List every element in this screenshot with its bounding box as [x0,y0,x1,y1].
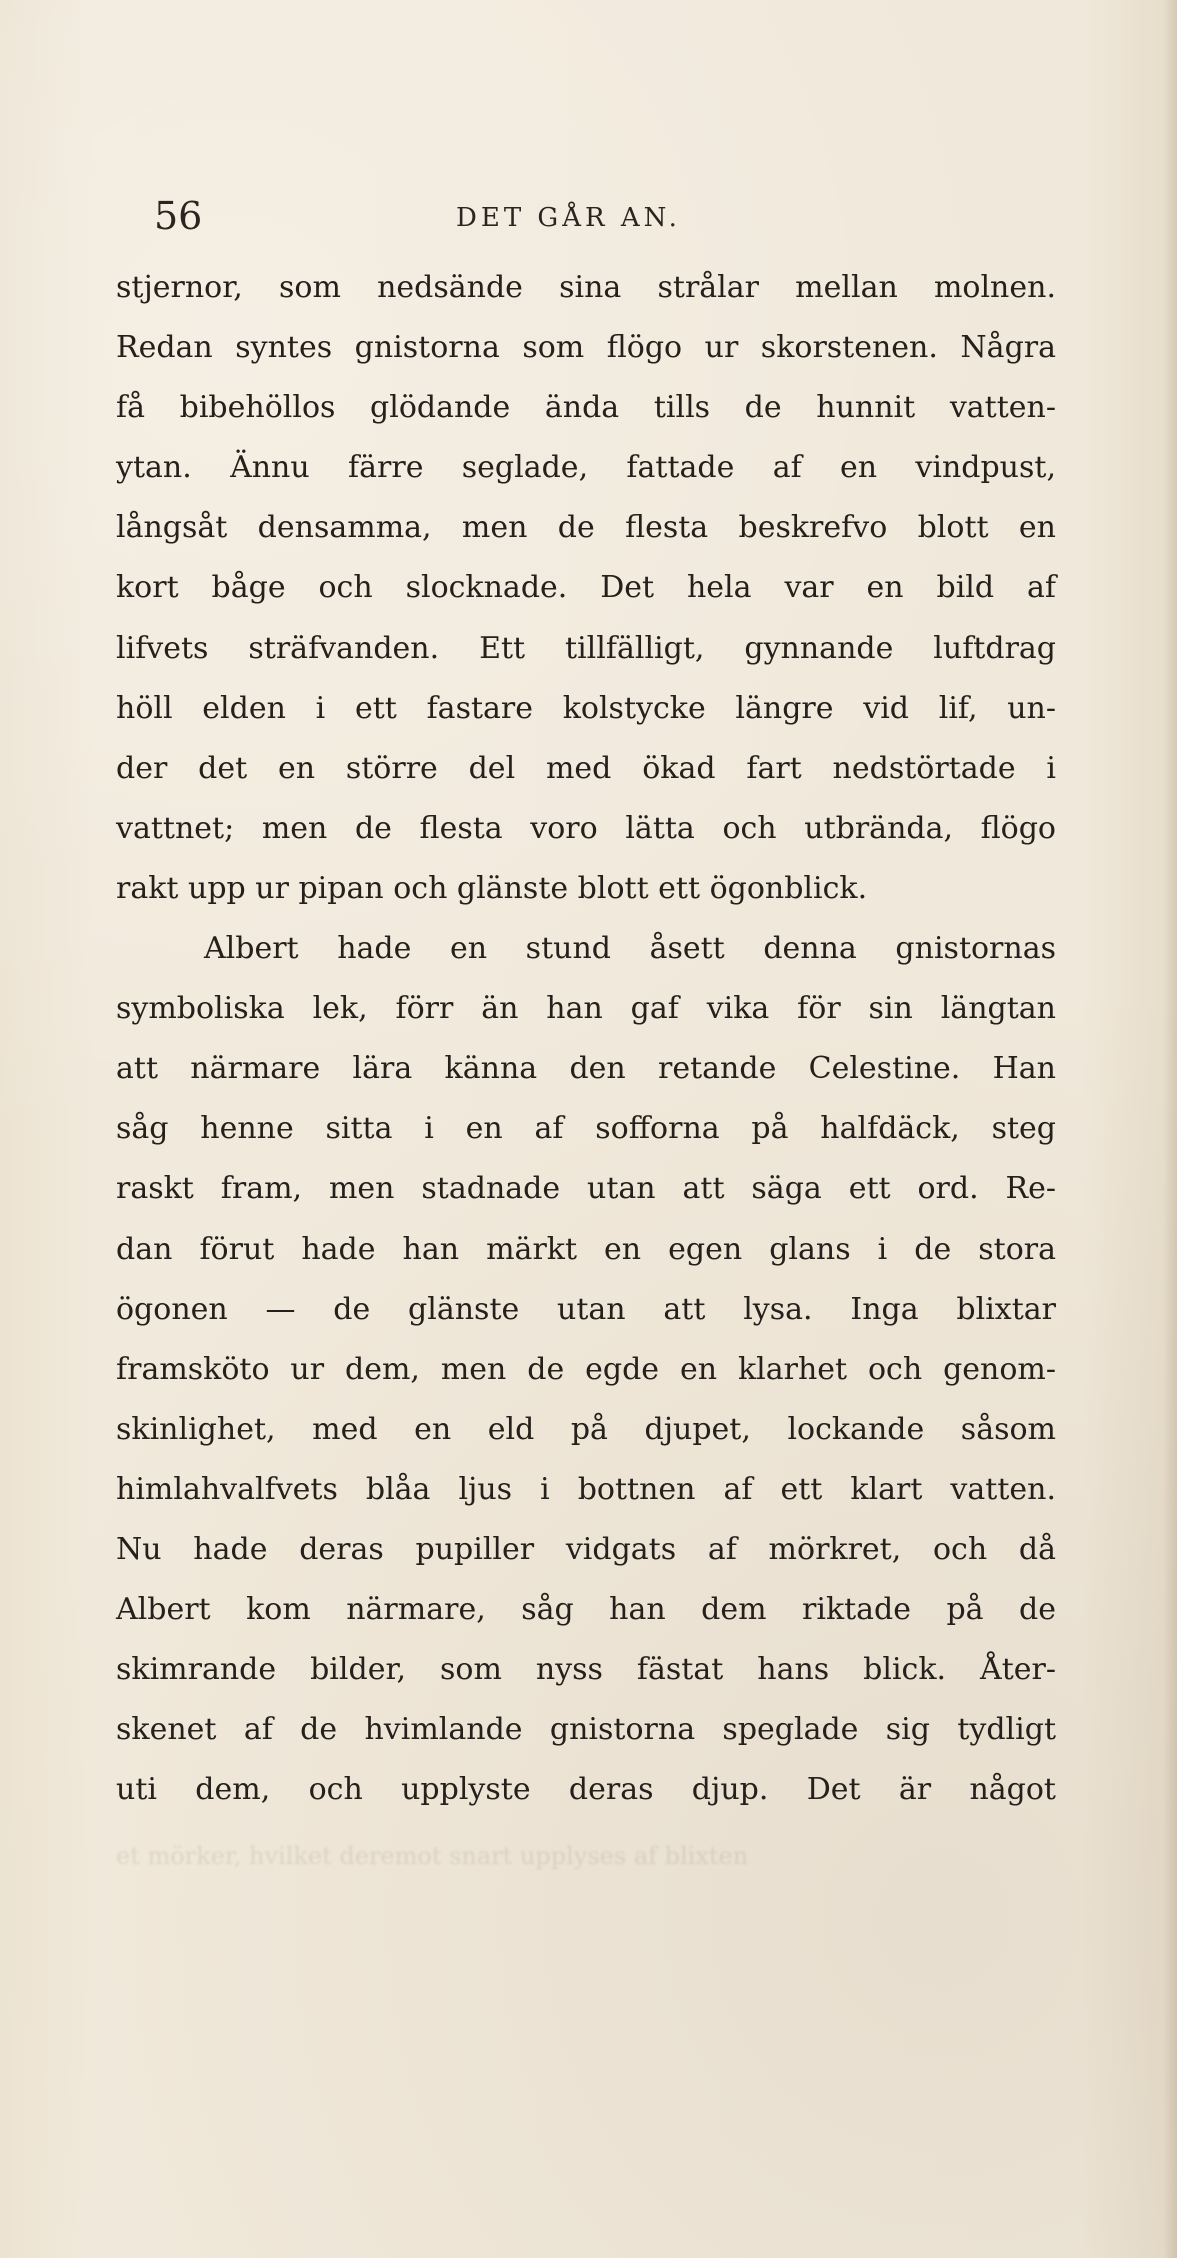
text-line: uti dem, och upplyste deras djup. Det är något [116,1772,1056,1808]
text-line: skimrande bilder, som nyss fästat hans blick. Åter- [116,1652,1056,1688]
text-line: få bibehöllos glödande ända tills de hunnit vatten- [116,390,1056,426]
text-line: Nu hade deras pupiller vidgats af mörkret, och då [116,1531,1056,1567]
text-line: ytan. Ännu färre seglade, fattade af en vindpust, [116,450,1056,486]
text-line: såg henne sitta i en af sofforna på halfdäck, steg [116,1111,1056,1147]
text-line: skenet af de hvimlande gnistorna speglade sig tydligt [116,1712,1056,1748]
text-line: Redan syntes gnistorna som flögo ur skorstenen. Några [116,330,1056,366]
page-number: 56 [154,194,203,238]
bleed-through-text: et mörker, hvilket deremot snart upplyses af blixten [116,1842,749,1870]
text-line: dan förut hade han märkt en egen glans i de stora [116,1231,1056,1267]
text-line: vattnet; men de flesta voro lätta och utbrända, flögo [116,810,1056,846]
text-line: skinlighet, med en eld på djupet, lockande såsom [116,1411,1056,1447]
text-line: att närmare lära känna den retande Celestine. Han [116,1051,1056,1087]
text-line: raskt fram, men stadnade utan att säga ett ord. Re- [116,1171,1056,1207]
text-line: symboliska lek, förr än han gaf vika för sin längtan [116,991,1056,1027]
text-line: framsköto ur dem, men de egde en klarhet och genom- [116,1351,1056,1387]
text-line: himlahvalfvets blåa ljus i bottnen af ett klart vatten. [116,1471,1056,1507]
body-text [116,258,1056,1820]
text-line: stjernor, som nedsände sina strålar mellan molnen. [116,270,1056,305]
paragraph-start-line: Albert hade en stund åsett denna gnistornas [204,931,1056,967]
running-head: DET GÅR AN. [456,203,681,233]
paragraph-end-line: rakt upp ur pipan och glänste blott ett ögonblick. [116,870,868,906]
text-line: långsåt densamma, men de flesta beskrefvo blott en [116,510,1056,546]
text-line: höll elden i ett fastare kolstycke längre vid lif, un- [116,690,1056,726]
text-line: kort båge och slocknade. Det hela var en bild af [116,570,1056,606]
page-edge-shadow [1163,0,1177,2258]
text-line: ögonen — de glänste utan att lysa. Inga blixtar [116,1291,1056,1327]
page-header [116,190,1056,242]
text-line: lifvets sträfvanden. Ett tillfälligt, gynnande luftdrag [116,630,1056,666]
text-line: Albert kom närmare, såg han dem riktade på de [116,1592,1056,1628]
text-line: der det en större del med ökad fart nedstörtade i [116,750,1056,786]
